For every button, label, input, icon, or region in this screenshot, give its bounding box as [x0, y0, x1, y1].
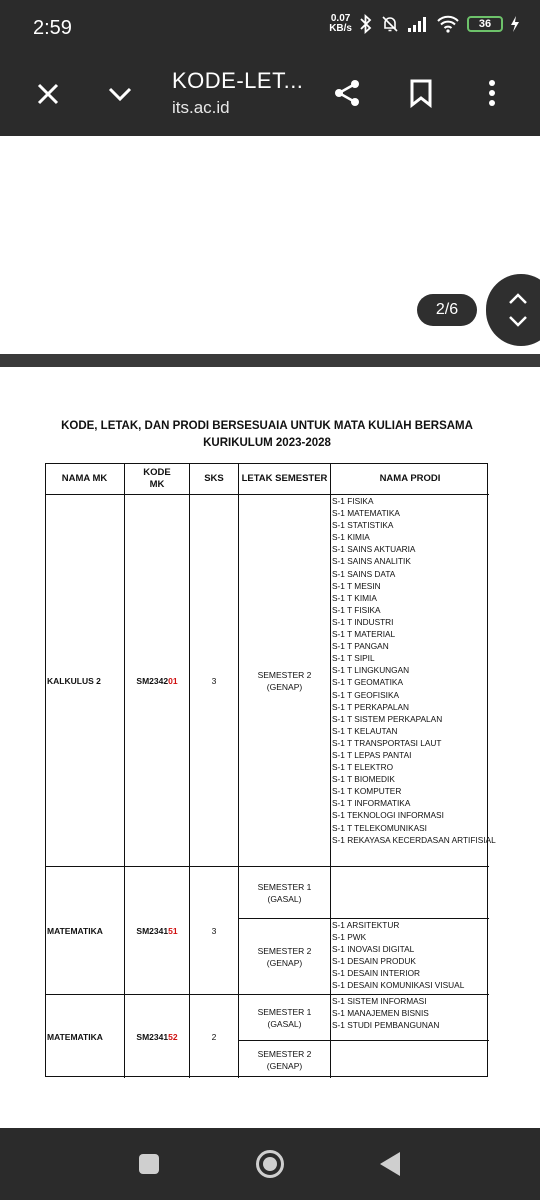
close-icon[interactable]: [34, 80, 62, 108]
prodi-item: S-1 FISIKA: [332, 496, 374, 506]
prodi-item: S-1 SAINS DATA: [332, 568, 396, 579]
battery-level: 36: [478, 18, 492, 30]
table-row-3b-semester: SEMESTER 2 (GENAP): [238, 1040, 330, 1078]
bell-muted-icon: [380, 14, 400, 34]
table-row-2a-semester: [238, 866, 330, 918]
prodi-item: S-1 T INFORMATIKA: [332, 798, 411, 809]
share-icon[interactable]: [332, 78, 362, 108]
signal-icon: [407, 16, 429, 32]
prodi-item: S-1 T MESIN: [332, 580, 381, 591]
network-speed-unit: KB/s: [329, 23, 352, 34]
battery-icon: [467, 16, 503, 32]
viewer-toolbar: [0, 58, 540, 136]
prodi-item: S-1 ARSITEKTUR: [332, 920, 400, 930]
semester-line-2: (GASAL): [267, 893, 302, 904]
prodi-item: S-1 T GEOMATIKA: [332, 677, 404, 688]
header-sks: SKS: [189, 463, 238, 494]
heading-line-2: KURIKULUM 2023-2028: [203, 437, 331, 449]
prodi-item: S-1 T LEPAS PANTAI: [332, 749, 412, 760]
prodi-item: S-1 KIMIA: [332, 532, 370, 543]
prodi-item: S-1 STUDI PEMBANGUNAN: [332, 1020, 440, 1031]
prodi-item: S-1 MATEMATIKA: [332, 508, 400, 519]
document-title: KODE-LET...: [172, 68, 304, 93]
prodi-item: S-1 T SISTEM PERKAPALAN: [332, 713, 443, 724]
kode-prefix: SM2341: [136, 925, 169, 936]
table-row-3a-prodi-list: [331, 995, 439, 1031]
kode-suffix: 01: [168, 675, 178, 686]
table-row-2-sks: 3: [189, 866, 238, 994]
prodi-item: S-1 MANAJEMEN BISNIS: [332, 1008, 429, 1019]
scroll-up-down-icon: [503, 290, 533, 330]
prodi-item: S-1 DESAIN PRODUK: [332, 956, 416, 967]
page-indicator: 2/6: [417, 294, 477, 326]
recents-icon[interactable]: [139, 1154, 159, 1174]
table-row-2-kode-mk: [124, 866, 189, 994]
header-nama-mk: NAMA MK: [61, 472, 108, 484]
table-row-2-nama-mk: MATEMATIKA: [45, 866, 124, 994]
charging-icon: [510, 16, 520, 32]
prodi-item: S-1 T KOMPUTER: [332, 786, 402, 797]
prodi-item: S-1 PWK: [332, 932, 367, 943]
prodi-item: S-1 T FISIKA: [332, 604, 381, 615]
network-speed: [329, 14, 352, 34]
course-table: [45, 463, 496, 1077]
prodi-item: S-1 T KELAUTAN: [332, 725, 398, 736]
prodi-item: S-1 INOVASI DIGITAL: [332, 944, 415, 955]
table-row-1-prodi-list: [331, 495, 496, 846]
prodi-item: S-1 T SIPIL: [332, 653, 375, 664]
document-url: its.ac.id: [172, 98, 230, 117]
prodi-item: S-1 DESAIN KOMUNIKASI VISUAL: [332, 980, 465, 991]
wifi-icon: [436, 15, 460, 33]
bookmark-icon[interactable]: [408, 78, 434, 108]
table-row-3-kode-mk: [124, 994, 189, 1078]
table-row-2b-prodi-list: [331, 919, 464, 992]
table-row-3-nama-mk: MATEMATIKA: [45, 994, 124, 1078]
network-speed-value: 0.07: [330, 13, 351, 24]
semester-line-1: SEMESTER 1: [257, 881, 312, 892]
prodi-item: S-1 T TRANSPORTASI LAUT: [332, 737, 442, 748]
bluetooth-icon: [359, 14, 373, 34]
prodi-item: S-1 SAINS AKTUARIA: [332, 544, 416, 555]
header-letak-semester: LETAK SEMESTER: [238, 463, 330, 494]
table-row-1-semester: [238, 494, 330, 866]
table-row-1-sks: 3: [189, 494, 238, 866]
semester-line-2: (GASAL): [267, 1018, 302, 1029]
page-separator: [0, 354, 540, 367]
kode-prefix: SM2341: [136, 1031, 169, 1042]
table-row-2b-semester: SEMESTER 2 (GENAP): [238, 918, 330, 994]
prodi-item: S-1 T KIMIA: [332, 592, 377, 603]
table-row-1-nama-mk: KALKULUS 2: [45, 494, 124, 866]
kode-suffix: 52: [168, 1031, 178, 1042]
prodi-item: S-1 T GEOFISIKA: [332, 689, 400, 700]
kode-prefix: SM2342: [136, 675, 169, 686]
home-icon[interactable]: [256, 1150, 284, 1178]
table-row-3a-semester: [238, 994, 330, 1040]
header-kode-mk: [124, 463, 189, 494]
status-bar: [0, 0, 540, 58]
semester-line-1: SEMESTER 1: [257, 1006, 312, 1017]
prodi-item: S-1 REKAYASA KECERDASAN ARTIFISIAL: [332, 834, 496, 845]
prodi-item: S-1 STATISTIKA: [332, 520, 394, 531]
table-row-1-kode-mk: [124, 494, 189, 866]
prodi-item: S-1 DESAIN INTERIOR: [332, 968, 421, 979]
more-options-icon[interactable]: [480, 78, 504, 108]
prodi-item: S-1 SISTEM INFORMASI: [332, 996, 427, 1006]
header-nama-prodi: NAMA PRODI: [330, 463, 489, 494]
prodi-item: S-1 T ELEKTRO: [332, 762, 394, 773]
table-row-3-sks: 2: [189, 994, 238, 1078]
prodi-item: S-1 T PANGAN: [332, 641, 389, 652]
table-row-2a-prodi-cell: [330, 866, 489, 918]
header-kode-mk-line1: KODE: [143, 466, 171, 478]
header-kode-mk-line2: MK: [149, 478, 165, 490]
pdf-viewer[interactable]: [0, 136, 540, 1128]
chevron-down-icon[interactable]: [106, 80, 134, 108]
fast-scroll-handle[interactable]: [486, 274, 540, 346]
prodi-item: S-1 T INDUSTRI: [332, 616, 394, 627]
prodi-item: S-1 T LINGKUNGAN: [332, 665, 410, 676]
semester-line-2: (GENAP): [266, 681, 303, 692]
back-icon[interactable]: [380, 1152, 400, 1176]
prodi-item: S-1 T PERKAPALAN: [332, 701, 410, 712]
prodi-item: S-1 TEKNOLOGI INFORMASI: [332, 810, 444, 821]
document-heading: [46, 418, 488, 452]
system-nav-bar: [0, 1128, 540, 1200]
table-row-3b-prodi-cell: [330, 1040, 489, 1078]
semester-line-1: SEMESTER 2: [257, 669, 312, 680]
prodi-item: S-1 SAINS ANALITIK: [332, 556, 411, 567]
prodi-item: S-1 T BIOMEDIK: [332, 774, 395, 785]
kode-suffix: 51: [168, 925, 178, 936]
prodi-item: S-1 T MATERIAL: [332, 629, 396, 640]
prodi-item: S-1 T TELEKOMUNIKASI: [332, 822, 427, 833]
status-icons: [329, 14, 520, 34]
heading-line-1: KODE, LETAK, DAN PRODI BERSESUAIA UNTUK MATA KULIAH BERSAMA: [61, 420, 473, 432]
status-time: 2:59: [33, 17, 72, 39]
